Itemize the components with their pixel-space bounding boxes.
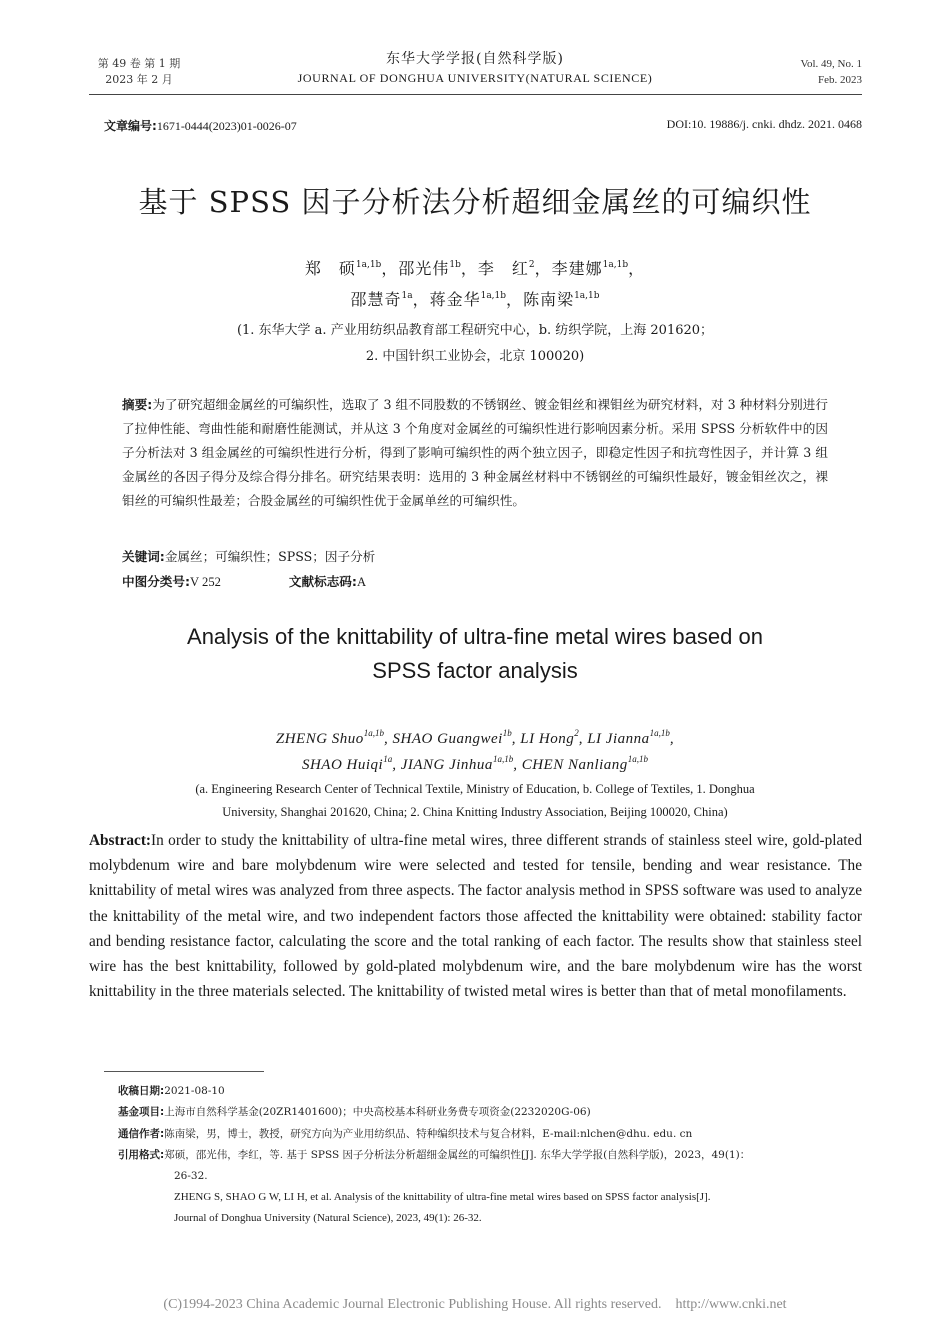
issue-info-en	[770, 56, 862, 88]
author-name-en: CHEN Nanliang	[521, 757, 628, 773]
authors-en-line1: ZHENG Shuo$^{1a,1b}$, SHAO Guangwei$^{1b}$, LI Hong$^2$, LI Jianna$^{1a,1b}$,	[275, 728, 675, 747]
affiliation-en-line2-wrap	[95, 801, 855, 823]
affiliation-cn-line2: 2. 中国针织工业协会，北京 100020)	[365, 349, 585, 364]
doi[interactable]: DOI:10. 19886/j. cnki. dhdz. 2021. 0468	[666, 117, 862, 131]
clc-value: V 252	[190, 575, 221, 589]
author-affil-mark: 1b	[449, 260, 461, 270]
author-affil-mark: 1a,1b	[492, 754, 514, 764]
corr-label: 通信作者:	[118, 1128, 165, 1140]
article-number-label: 文章编号:	[104, 119, 157, 133]
abstract-en-label: Abstract:	[89, 832, 152, 849]
volume-cn: 第 49 卷 第 1 期	[97, 57, 181, 70]
abstract-cn-text: 为了研究超细金属丝的可编织性，选取了 3 组不同股数的不锈钢丝、镀金钼丝和裸钼丝为研究材料，对 3 种材料分别进行了拉伸性能、弯曲性能和耐磨性能测试，并从这 3 个角度对金属丝的可编织性进行影响因素分析。采用 SPSS 分析软件中的因子分析法对 3 组金属丝的可编织性进行分析，得到了影响可编织性的两个独立因子，即稳定性因子和抗弯性因子，并计算 3 组金属丝的各因子得分及综合得分排名。研究结果表明：选用的 3 种金属丝材料中不锈钢丝的可编织性最好，镀金钼丝次之，裸钼丝的可编织性最差；合股金属丝的可编织性优于金属单丝的可编织性。	[122, 397, 828, 508]
author-affil-mark: 1a,1b	[355, 260, 382, 270]
cite-cn-line2: 26-32.	[174, 1170, 208, 1182]
author-affil-mark: 2	[528, 260, 535, 270]
date-en: Feb. 2023	[818, 74, 862, 86]
author-name: 邵光伟	[398, 259, 450, 278]
cite-en-line1: ZHENG S, SHAO G W, LI H, et al. Analysis of the knittability of ultra-fine metal wires based on SPSS factor analysis[J].	[174, 1191, 711, 1203]
author-name-en: LI Hong	[520, 731, 575, 747]
doc-code-value: A	[356, 575, 367, 589]
issue-info-cn	[89, 56, 189, 88]
author-name: 李建娜	[551, 259, 603, 278]
affiliation-en	[95, 778, 855, 800]
copyright-watermark: (C)1994-2023 China Academic Journal Electronic Publishing House. All rights reserved. http://www.cnki.net	[163, 1297, 787, 1312]
authors-en-line2: SHAO Huiqi$^{1a}$, JIANG Jinhua$^{1a,1b}$, CHEN Nanliang$^{1a,1b}$	[301, 754, 649, 773]
affiliation-cn-line1: (1. 东华大学 a. 产业用纺织品教育部工程研究中心，b. 纺织学院，上海 201620；	[236, 323, 714, 338]
header-divider	[89, 94, 862, 95]
abstract-cn-label: 摘要:	[122, 397, 153, 412]
keywords-cn-text: 金属丝；可编织性；SPSS；因子分析	[164, 549, 376, 564]
author-affil-mark: 1a,1b	[627, 754, 649, 764]
author-affil-mark: 1a,1b	[649, 728, 670, 738]
abstract-en-text: In order to study the knittability of ultra-fine metal wires, three different strands of stainless steel wire, gold-plated molybdenum wire and bare molybdenum wire were selected and tested for tensile, bending and wear resistance. The knittability of metal wires was analyzed from three aspects. The factor analysis method in SPSS software was used to analyze the knittability of the metal wire, and two independent factors those affected the knittability were obtained: stability factor and bending resistance factor, calculating the score and the total ranking of each factor. The results show that stainless steel wire has the best knittability, followed by gold-plated molybdenum wire, and the bare molybdenum wire has the worst knittability in the three materials selected. The knittability of twisted metal wires is better than that of metal monofilaments.	[89, 832, 862, 1001]
corresponding-author	[118, 1124, 692, 1144]
author-affil-mark: 1a,1b	[574, 291, 600, 301]
journal-name	[255, 50, 695, 88]
paper-title-en-line2: SPSS factor analysis	[372, 658, 578, 683]
fund-info	[118, 1102, 591, 1122]
corr-value: 陈南梁，男，博士，教授，研究方向为产业用纺织品、特种编织技术与复合材料，E-mail:nlchen@dhu. edu. cn	[164, 1128, 693, 1140]
article-number	[104, 117, 297, 134]
author-name-en: SHAO Guangwei	[392, 731, 503, 747]
paper-title-cn: 基于 SPSS 因子分析法分析超细金属丝的可编织性	[138, 185, 812, 219]
citation-cn	[118, 1145, 868, 1165]
author-affil-mark: 1b	[502, 728, 512, 738]
clc-label: 中图分类号:	[122, 574, 191, 589]
author-name-en: LI Jianna	[587, 731, 650, 747]
footnote-divider	[104, 1071, 264, 1072]
journal-name-en: JOURNAL OF DONGHUA UNIVERSITY(NATURAL SCIENCE)	[297, 71, 653, 85]
author-affil-mark: 1a	[383, 754, 393, 764]
received-label: 收稿日期:	[118, 1085, 165, 1097]
keywords-cn-label: 关键词:	[122, 549, 165, 564]
cite-cn-line1: 郑硕，邵光伟，李红，等. 基于 SPSS 因子分析法分析超细金属丝的可编织性[J]. 东华大学学报(自然科学版)，2023，49(1)：	[164, 1149, 751, 1161]
author-affil-mark: 2	[574, 728, 579, 738]
affiliation-en-line1: (a. Engineering Research Center of Technical Textile, Ministry of Education, b. College of Textiles, 1. Donghua	[195, 782, 755, 796]
author-affil-mark: 1a,1b	[602, 260, 629, 270]
doc-code-label: 文献标志码:	[288, 574, 357, 589]
article-number-value: 1671-0444(2023)01-0026-07	[156, 119, 297, 133]
paper-title-en-line1: Analysis of the knittability of ultra-fine metal wires based on	[187, 624, 763, 649]
classification-line	[122, 570, 828, 594]
paper-title-en	[0, 620, 950, 688]
author-affil-mark: 1a	[401, 291, 413, 301]
volume-en: Vol. 49, No. 1	[800, 58, 862, 70]
author-affil-mark: 1a,1b	[363, 728, 385, 738]
author-name: 李 红	[477, 259, 529, 278]
author-name-en: ZHENG Shuo	[275, 731, 364, 747]
date-cn: 2023 年 2 月	[105, 73, 173, 86]
journal-name-cn: 东华大学学报(自然科学版)	[386, 51, 564, 67]
author-name: 邵慧奇	[350, 290, 402, 309]
cite-en-line2: Journal of Donghua University (Natural Science), 2023, 49(1): 26-32.	[174, 1212, 482, 1224]
cite-label: 引用格式:	[118, 1149, 165, 1161]
author-name: 蒋金华	[429, 290, 481, 309]
abstract-cn	[122, 393, 828, 513]
fund-value: 上海市自然科学基金(20ZR1401600)；中央高校基本科研业务费专项资金(2232020G-06)	[164, 1106, 591, 1118]
fund-label: 基金项目:	[118, 1106, 165, 1118]
author-affil-mark: 1a,1b	[480, 291, 507, 301]
authors-cn-line2: 邵慧奇$^{1a}$，蒋金华$^{1a,1b}$，陈南梁$^{1a,1b}$	[350, 290, 600, 309]
keywords-cn	[122, 545, 828, 569]
received-date	[118, 1081, 225, 1101]
abstract-en	[89, 828, 862, 1004]
author-name: 郑 硕	[304, 259, 356, 278]
affiliation-en-line2: University, Shanghai 201620, China; 2. China Knitting Industry Association, Beijing 100020, China)	[222, 805, 728, 819]
received-value: 2021-08-10	[164, 1085, 225, 1097]
author-name: 陈南梁	[523, 290, 575, 309]
author-name-en: SHAO Huiqi	[301, 757, 384, 773]
author-name-en: JIANG Jinhua	[400, 757, 493, 773]
authors-cn-line1: 郑 硕$^{1a,1b}$，邵光伟$^{1b}$，李 红$^2$，李建娜$^{1a,1b}$，	[304, 259, 646, 278]
